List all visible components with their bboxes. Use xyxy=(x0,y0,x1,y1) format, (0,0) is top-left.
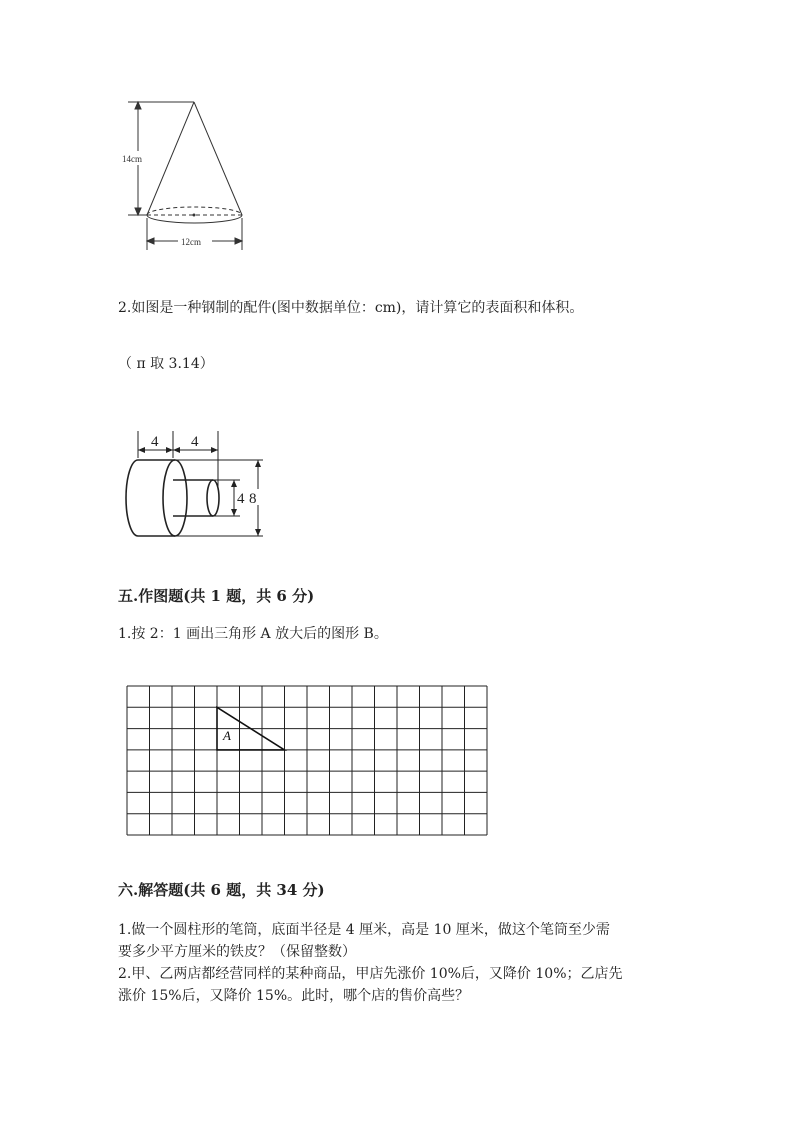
section-6-q2-line-2: 涨价 15%后，又降价 15%。此时，哪个店的售价高些？ xyxy=(118,988,470,1004)
pi-note: （ π 取 3.14） xyxy=(118,356,214,372)
steel-part-figure xyxy=(118,428,278,548)
dim-large-height: 8 xyxy=(249,491,257,507)
dim-right-width: 4 xyxy=(191,434,199,450)
triangle-a-label: A xyxy=(223,728,231,743)
section-6-q1-line-2: 要多少平方厘米的铁皮？（保留整数） xyxy=(118,944,356,960)
section-6-heading: 六.解答题(共 6 题，共 34 分) xyxy=(118,881,325,899)
dim-small-height: 4 xyxy=(237,491,245,507)
problem-2-text: 2.如图是一种钢制的配件(图中数据单位：cm)，请计算它的表面积和体积。 xyxy=(118,300,584,316)
cone-figure xyxy=(118,95,258,255)
dim-left-width: 4 xyxy=(151,434,159,450)
cone-height-label: 14cm xyxy=(122,154,142,164)
section-6-q2-line-1: 2.甲、乙两店都经营同样的某种商品，甲店先涨价 10%后，又降价 10%；乙店先 xyxy=(118,966,623,982)
section-5-question-1: 1.按 2：1 画出三角形 A 放大后的图形 B。 xyxy=(118,626,388,642)
section-5-heading: 五.作图题(共 1 题，共 6 分) xyxy=(118,587,315,605)
section-6-q1-line-1: 1.做一个圆柱形的笔筒，底面半径是 4 厘米，高是 10 厘米，做这个笔筒至少需 xyxy=(118,922,610,938)
drawing-grid xyxy=(126,685,490,837)
cone-diameter-label: 12cm xyxy=(181,237,201,247)
